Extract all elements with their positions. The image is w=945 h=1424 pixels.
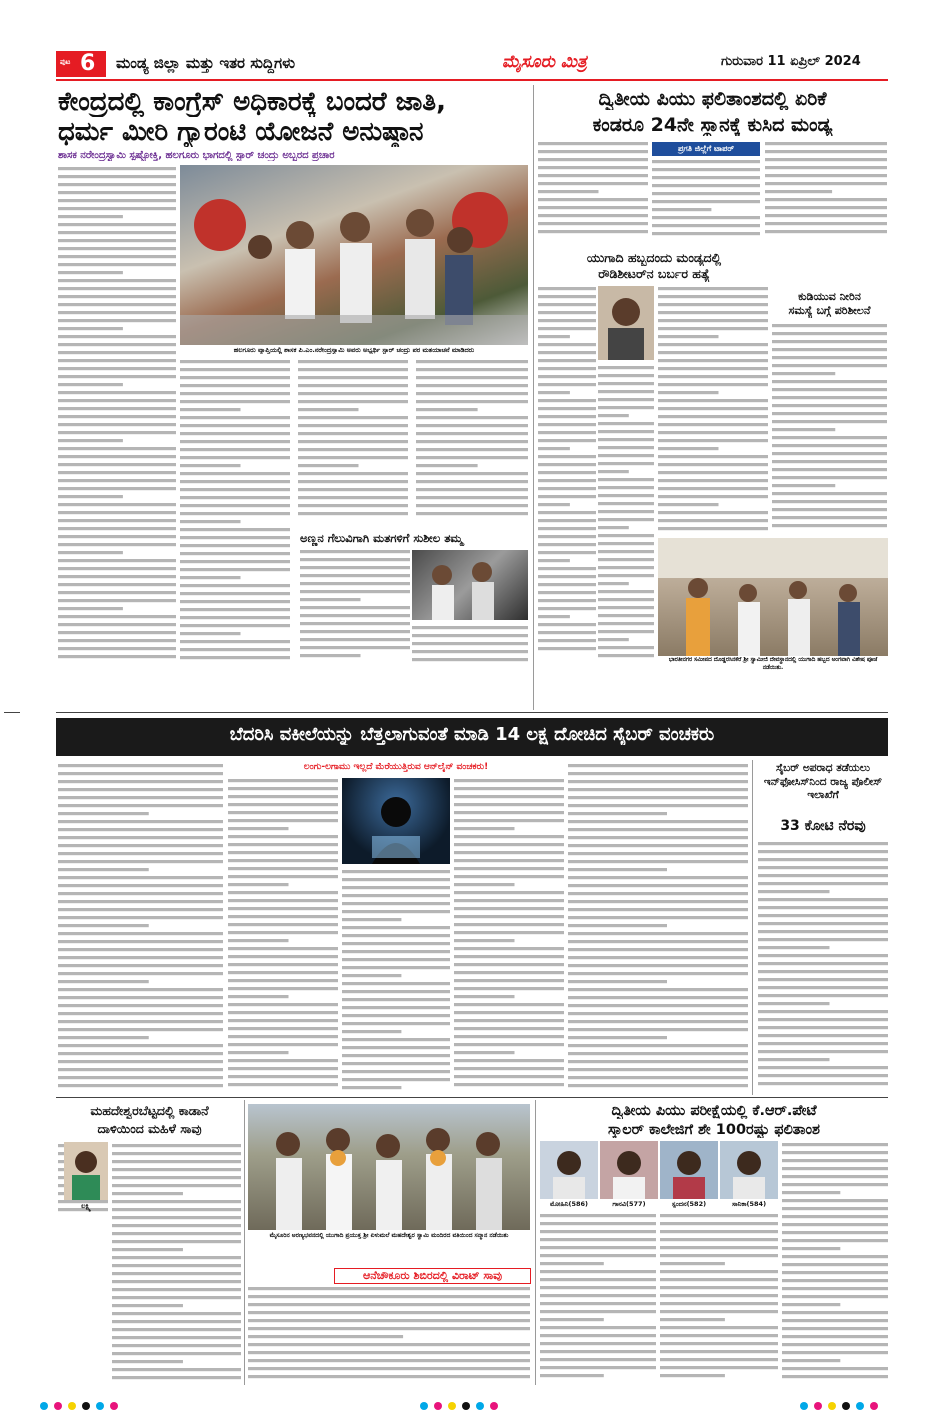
kr-pete-body-col-2 [660, 1212, 778, 1382]
lead-right-divider [533, 85, 534, 710]
kr-pete-divider [535, 1100, 536, 1385]
water-headline-1: ಕುಡಿಯುವ ನೀರಿನ [798, 290, 861, 303]
cyber-body-col-2 [228, 777, 338, 1092]
puc-rank-body-col-1 [538, 140, 648, 242]
elephant-body [248, 1285, 530, 1381]
water-body [772, 322, 887, 534]
elephant-headline: ಆನೆಚೌಕೂರು ಶಿಬಿರದಲ್ಲಿ ವಿರಾಟ್ ಸಾವು [334, 1268, 531, 1284]
section-title: ಮಂಡ್ಯ ಜಿಲ್ಲಾ ಮತ್ತು ಇತರ ಸುದ್ದಿಗಳು [116, 54, 296, 72]
cyber-body-col-3 [342, 868, 450, 1092]
mm-hills-headline-2: ದಾಳಿಯಿಂದ ಮಹಿಳೆ ಸಾವು [97, 1121, 202, 1136]
kr-pete-body-col-1 [540, 1212, 656, 1382]
lead-body-col-2 [180, 358, 290, 668]
murder-headline-1: ಯುಗಾದಿ ಹಬ್ಬದಂದು ಮಂಡ್ಯದಲ್ಲಿ [586, 250, 722, 265]
registration-marks-right [800, 1402, 910, 1412]
cyber-body-col-5 [568, 762, 748, 1092]
puc-rank-subhead: ಪ್ರಗತಿ ಜಿಲ್ಲೆಗೆ ಟಾಪರ್ [652, 142, 760, 156]
murder-body-col-2 [598, 364, 654, 660]
student-photo-2 [600, 1141, 658, 1199]
bottom-section-divider [56, 1097, 888, 1098]
cyber-body-col-4 [454, 777, 564, 1092]
masthead-rule [56, 79, 888, 81]
registration-marks-left [40, 1402, 160, 1412]
lead-subheadline: ಶಾಸಕ ನರೇಂದ್ರಸ್ವಾಮಿ ಸ್ಪಷ್ಟೋಕ್ತಿ, ಹಲಗೂರು ಭಾಗದಲ್ಲಿ ಸ್ಟಾರ್ ಚಂದ್ರು ಅಬ್ಬರದ ಪ್ರಚಾರ [58, 150, 335, 161]
puc-rank-body-col-2 [652, 158, 760, 242]
puc-rank-headline-1: ದ್ವಿತೀಯ ಪಿಯು ಫಲಿತಾಂಶದಲ್ಲಿ ಏರಿಕೆ [598, 88, 827, 110]
rally-illustration [180, 165, 528, 345]
student-photo-4 [720, 1141, 778, 1199]
cyber-sidebar-amount: 33 ಕೋಟಿ ನೆರವು [780, 818, 866, 834]
kr-pete-body-col-3 [782, 1141, 888, 1382]
kr-pete-headline-2: ಸ್ಕಾಲರ್ ಕಾಲೇಜಿಗೆ ಶೇ 100ರಷ್ಟು ಫಲಿತಾಂಶ [608, 1122, 820, 1138]
temple-photo [658, 538, 888, 656]
victim-woman-photo [64, 1142, 108, 1200]
paper-name: ಮೈಸೂರು ಮಿತ್ರ [502, 52, 587, 72]
cyber-sidebar-divider [752, 760, 753, 1095]
lead-headline-1: ಕೇಂದ್ರದಲ್ಲಿ ಕಾಂಗ್ರೆಸ್ ಅಧಿಕಾರಕ್ಕೆ ಬಂದರೆ ಜಾತಿ, [58, 87, 446, 117]
registration-marks-center [420, 1402, 530, 1412]
victim-woman-caption: ಲಕ್ಷ್ಮಿ [81, 1202, 91, 1210]
cyber-sidebar-title: ಸೈಬರ್ ಅಪರಾಧ ತಡೆಯಲು ಇನ್‌ಫೋಸಿಸ್‌ನಿಂದ ರಾಜ್ಯ ಪೊಲೀಸ್ ಇಲಾಖೆಗೆ [763, 762, 883, 801]
student-caption-4: ಸಾನಿಕಾ(584) [731, 1200, 767, 1208]
cyber-body-col-1 [58, 762, 223, 1092]
student-photo-3 [660, 1141, 718, 1199]
student-caption-3: ಸ್ಪಂದನ(582) [671, 1200, 707, 1208]
water-headline-2: ಸಮಸ್ಯೆ ಬಗ್ಗೆ ಪರಿಶೀಲನೆ [788, 304, 871, 317]
lead-body-col-3 [298, 358, 408, 523]
brother-headline: ಅಣ್ಣನ ಗೆಲುವಿಗಾಗಿ ಮತಗಳಿಗೆ ಸುಶೀಲ ತಮ್ಮ [300, 531, 463, 545]
murder-body-col-1 [538, 285, 596, 660]
student-photo-1 [540, 1141, 598, 1199]
lead-body-col-4 [416, 358, 528, 523]
fold-mark [4, 712, 20, 713]
cyber-subhead: ಲಂಗು-ಲಗಾಮು ಇಲ್ಲದೆ ಮೆರೆಯುತ್ತಿರುವ ಆನ್‌ಲೈನ್ ವಂಚಕರು! [303, 762, 489, 772]
puc-rank-body-col-3 [765, 140, 887, 242]
cyber-banner [56, 718, 888, 756]
lead-photo [180, 165, 528, 345]
felicitation-photo [248, 1104, 530, 1230]
temple-photo-caption: ಭಾರತೀನಗರ ಸಮೀಪದ ದೊಡ್ಡರಸಿನಕೆರೆ ಶ್ರೀ ಸ್ವಾಮೀಜಿ ದೇವಸ್ಥಾನದಲ್ಲಿ ಯುಗಾದಿ ಹಬ್ಬದ ಅಂಗವಾಗಿ ವಿಶೇಷ ಪೂಜೆ ನಡೆಯಿತು. [668, 657, 878, 671]
masthead [56, 48, 888, 80]
student-caption-1: ಮೋಹಿನಿ(586) [549, 1200, 589, 1208]
mm-hills-body-col-2 [112, 1142, 241, 1382]
puc-rank-headline-2: ಕಂಡರೂ 24ನೇ ಸ್ಥಾನಕ್ಕೆ ಕುಸಿದ ಮಂಡ್ಯ [592, 114, 833, 136]
page-number: 6 [80, 51, 96, 76]
lead-headline-2: ಧರ್ಮ ಮೀರಿ ಗ್ಯಾರಂಟಿ ಯೋಜನೆ ಅನುಷ್ಠಾನ [58, 117, 424, 147]
lead-body-col-1 [58, 165, 176, 663]
hacker-illustration [342, 778, 450, 864]
murder-victim-photo [598, 286, 654, 360]
murder-body-col-3 [658, 285, 768, 535]
page-number-box [56, 51, 106, 77]
masthead-date: ಗುರುವಾರ 11 ಏಪ್ರಿಲ್ 2024 [721, 54, 861, 69]
mm-hills-headline-1: ಮಹದೇಶ್ವರಬೆಟ್ಟದಲ್ಲಿ ಕಾಡಾನೆ [90, 1103, 209, 1118]
felicitation-caption: ಮೈಸೂರಿನ ಅರಣ್ಯಭವನದಲ್ಲಿ ಯುಗಾದಿ ಪ್ರಯುಕ್ತ ಶ್ರೀ ಏಳುಮಲೆ ಮಹದೇಶ್ವರ ಸ್ವಾಮಿ ಮಂದಿರದ ವತಿಯಿಂದ ಸನ್ಮಾನ ನಡೆಯಿತು [269, 1232, 509, 1239]
brother-body-col-1 [300, 548, 410, 663]
student-caption-2: ಗಾನವಿ(577) [612, 1200, 646, 1208]
mm-hills-divider [244, 1100, 245, 1385]
cyber-sidebar-body [758, 840, 888, 1092]
brother-photo [412, 550, 528, 620]
page-label: ಪುಟ [60, 58, 71, 66]
brother-body-col-2 [412, 624, 528, 666]
cyber-banner-text: ಬೆದರಿಸಿ ವಕೀಲೆಯನ್ನು ಬೆತ್ತಲಾಗುವಂತೆ ಮಾಡಿ 14 ಲಕ್ಷ ದೋಚಿದ ಸೈಬರ್ ವಂಚಕರು [229, 724, 715, 745]
murder-headline-2: ರೌಡಿಶೀಟರ್‌ನ ಬರ್ಬರ ಹತ್ಯೆ [598, 266, 710, 281]
lead-puc-divider [56, 712, 888, 713]
kr-pete-headline-1: ದ್ವಿತೀಯ ಪಿಯು ಪರೀಕ್ಷೆಯಲ್ಲಿ ಕೆ.ಆರ್.ಪೇಟೆ [611, 1103, 817, 1119]
lead-photo-caption: ಹಲಗೂರು ವ್ಯಾಪ್ತಿಯಲ್ಲಿ ಶಾಸಕ ಪಿ.ಎಂ.ನರೇಂದ್ರಸ್ವಾಮಿ ಅವರು ಅಭ್ಯರ್ಥಿ ಸ್ಟಾರ್ ಚಂದ್ರು ಪರ ಮತಯಾಚನೆ ಮಾಡಿದರು [233, 346, 475, 354]
